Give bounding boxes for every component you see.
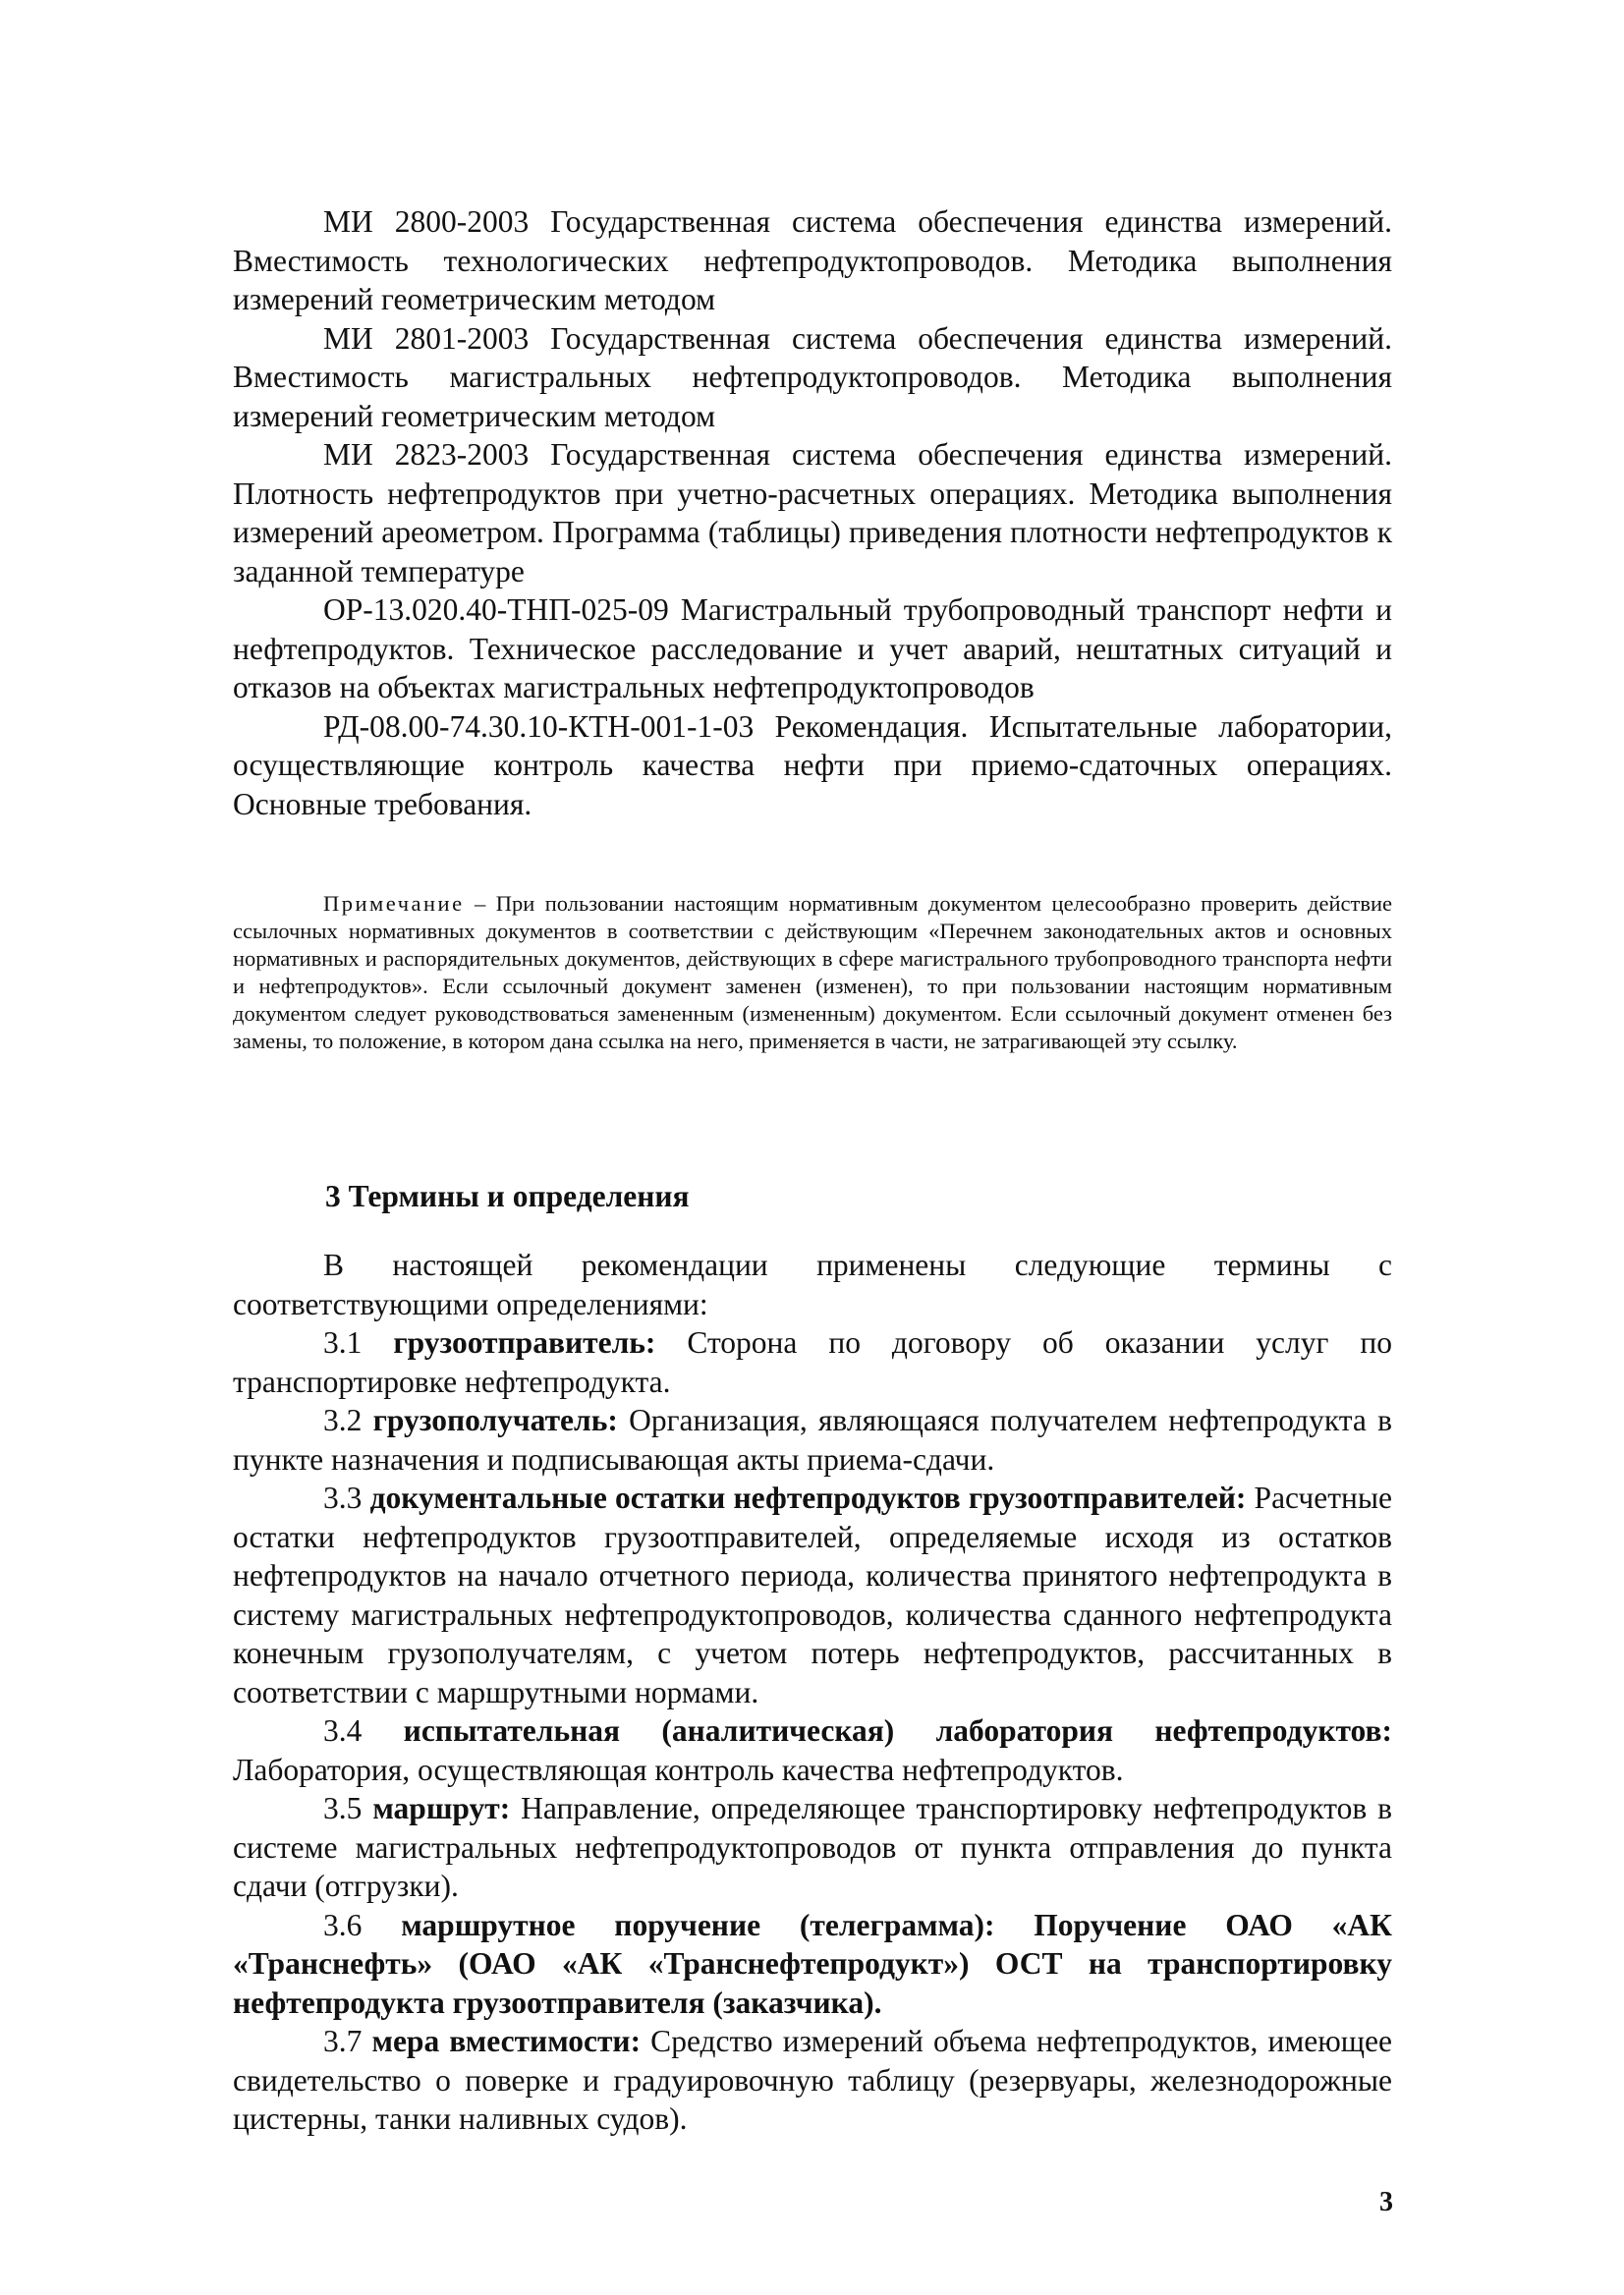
reference-item xyxy=(233,435,1392,590)
note-paragraph xyxy=(233,890,1392,1056)
reference-title: Государственная система обеспечения единства измерений. Плотность нефтепродуктов при учетно-расчетных операциях. Методика выполнения измерений ареометром. Программа (таблицы) приведения плотности нефтепродуктов к заданной температуре xyxy=(233,437,1392,588)
term-number: 3.7 xyxy=(323,2024,372,2058)
terms-list xyxy=(233,1246,1392,2139)
references-list xyxy=(233,202,1392,823)
reference-code: ОР-13.020.40-ТНП-025-09 xyxy=(323,592,669,627)
term-name: грузоотправитель: xyxy=(393,1325,656,1360)
reference-code: МИ 2823-2003 xyxy=(323,437,530,472)
term-name: испытательная (аналитическая) лаборатория нефтепродуктов: xyxy=(403,1713,1392,1748)
term-item xyxy=(233,1711,1392,1789)
term-name: маршрутное поручение (телеграмма): Поручение ОАО «АК «Транснефть» (ОАО «АК «Транснефтепродукт») ОСТ на транспортировку нефтепродукта грузоотправителя (заказчика). xyxy=(233,1907,1392,2020)
term-number: 3.1 xyxy=(323,1325,394,1360)
note-label: Примечание xyxy=(323,891,465,916)
term-number: 3.6 xyxy=(323,1907,402,1942)
term-item xyxy=(233,1323,1392,1401)
term-name: мера вместимости: xyxy=(371,2024,642,2058)
reference-title: Рекомендация. Испытательные лаборатории, осуществляющие контроль качества нефти при приемо-сдаточных операциях. Основные требования. xyxy=(233,708,1392,821)
term-item xyxy=(233,1479,1392,1711)
term-item xyxy=(233,1401,1392,1479)
term-name: грузополучатель: xyxy=(372,1403,618,1437)
term-name: маршрут: xyxy=(372,1791,511,1825)
reference-item xyxy=(233,202,1392,319)
term-definition: Расчетные остатки нефтепродуктов грузоотправителей, определяемые исходя из остатков нефтепродуктов на начало отчетного периода, количества принятого нефтепродукта в систему магистральных нефтепродуктопроводов, количества сданного нефтепродукта конечным грузополучателям, с учетом потерь нефтепродуктов, рассчитанных в соответствии с маршрутными нормами. xyxy=(233,1481,1392,1709)
page-number: 3 xyxy=(1379,2187,1393,2217)
reference-code: МИ 2800-2003 xyxy=(323,204,530,239)
term-number: 3.4 xyxy=(323,1713,404,1748)
term-definition: Сторона по договору об оказании услуг по транспортировке нефтепродукта. xyxy=(233,1325,1393,1399)
reference-title: Государственная система обеспечения единства измерений. Вместимость магистральных нефтепродуктопроводов. Методика выполнения измерений геометрическим методом xyxy=(233,320,1392,433)
section-heading: 3 Термины и определения xyxy=(325,1179,690,1213)
term-item xyxy=(233,1906,1392,2023)
reference-item xyxy=(233,707,1392,824)
reference-title: Государственная система обеспечения единства измерений. Вместимость технологических нефтепродуктопроводов. Методика выполнения измерений геометрическим методом xyxy=(233,204,1392,316)
reference-code: МИ 2801-2003 xyxy=(323,320,530,356)
term-item xyxy=(233,2022,1392,2139)
term-number: 3.3 xyxy=(323,1481,370,1515)
reference-item xyxy=(233,319,1392,436)
note-text: – При пользовании настоящим нормативным документом целесообразно проверить действие ссылочных нормативных документов в соответствии с действующим «Перечнем законодательных актов и основных нормативных и распорядительных документов, действующих в сфере магистрального трубопроводного транспорта нефти и нефтепродуктов». Если ссылочный документ заменен (изменен), то при пользовании настоящим нормативным документом следует руководствоваться замененным (измененным) документом. Если ссылочный документ отменен без замены, то положение, в котором дана ссылка на него, применяется в части, не затрагивающей эту ссылку. xyxy=(233,891,1392,1054)
term-number: 3.2 xyxy=(323,1403,373,1437)
reference-title: Магистральный трубопроводный транспорт нефти и нефтепродуктов. Техническое расследование и учет аварий, нештатных ситуаций и отказов на объектах магистральных нефтепродуктопроводов xyxy=(233,592,1392,704)
term-item xyxy=(233,1789,1392,1906)
reference-item xyxy=(233,590,1392,707)
term-name: документальные остатки нефтепродуктов грузоотправителей: xyxy=(369,1481,1247,1515)
term-definition: Средство измерений объема нефтепродуктов, имеющее свидетельство о поверке и градуировочную таблицу (резервуары, железнодорожные цистерны, танки наливных судов). xyxy=(233,2024,1392,2136)
term-definition: Лаборатория, осуществляющая контроль качества нефтепродуктов. xyxy=(233,1752,1124,1787)
reference-code: РД-08.00-74.30.10-КТН-001-1-03 xyxy=(323,708,755,744)
term-number: 3.5 xyxy=(323,1791,373,1825)
section-intro: В настоящей рекомендации применены следующие термины с соответствующими определениями: xyxy=(233,1248,1392,1321)
term-definition: Направление, определяющее транспортировку нефтепродуктов в системе магистральных нефтепродуктопроводов от пункта отправления до пункта сдачи (отгрузки). xyxy=(233,1791,1393,1903)
term-definition: Организация, являющаяся получателем нефтепродукта в пункте назначения и подписывающая акты приема-сдачи. xyxy=(233,1403,1392,1477)
